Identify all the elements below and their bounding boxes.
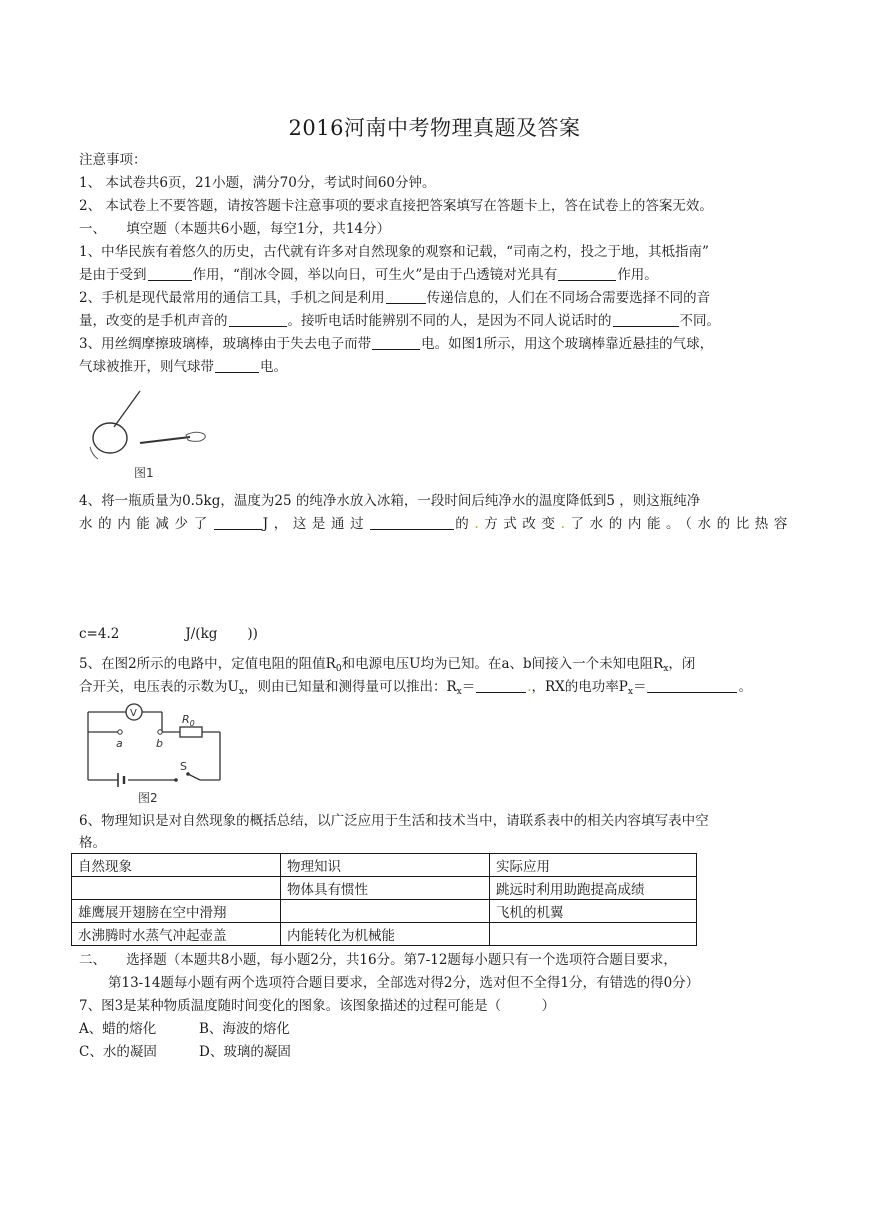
q3-text-2: 电。如图1所示，用这个玻璃棒靠近悬挂的气球， <box>421 336 714 352</box>
option-b[interactable]: B、海波的熔化 <box>199 1021 290 1037</box>
answer-blank[interactable] <box>229 312 287 327</box>
q2-text-4: 。接听电话时能辨别不同的人，是因为不同人说话时的 <box>287 313 612 329</box>
q1-line-2 <box>79 265 658 285</box>
label-r0: $R_0$ <box>182 713 195 728</box>
glass-rod <box>140 437 190 443</box>
q4-text-1: 水的内能减少了 <box>79 516 213 532</box>
q4-line-2: 水的内能减少了 J，这是通过 的.方式改变.了水的内能。（水的比热容 <box>79 516 793 532</box>
q2-text-1: 2、手机是现代最常用的通信工具，手机之间是利用 <box>79 290 385 306</box>
hanging-thread <box>114 391 140 427</box>
q2-line-2 <box>79 311 720 331</box>
figure-2-label: 图2 <box>138 791 158 805</box>
option-c[interactable]: C、水的凝固 <box>79 1044 157 1060</box>
note-1: 1、 本试卷共6页，21小题，满分70分，考试时间60分钟。 <box>79 175 436 191</box>
page-title: 2016河南中考物理真题及答案 <box>288 116 581 140</box>
notes-heading: 注意事项： <box>79 152 147 168</box>
answer-blank[interactable] <box>647 678 737 693</box>
subscript: x <box>456 687 462 697</box>
label-b: b <box>156 737 163 750</box>
q2-line-1 <box>79 288 710 308</box>
q5-text-1: 5、在图2所示的电路中，定值电阻的阻值R <box>79 656 336 672</box>
q3-text-3: 气球被推开，则气球带 <box>79 359 214 375</box>
table-cell: 物体具有惯性 <box>281 877 490 900</box>
q7-options-row-2 <box>79 1042 291 1062</box>
q6-table <box>71 853 697 946</box>
q1-text-3: 作用。 <box>617 267 658 283</box>
answer-blank[interactable] <box>372 335 420 350</box>
switch-s <box>188 774 200 780</box>
figure-1 <box>82 385 222 485</box>
table-header: 自然现象 <box>72 854 281 877</box>
subscript: x <box>238 687 244 697</box>
option-a[interactable]: A、蜡的熔化 <box>79 1021 157 1037</box>
q5-text-5: ，则由已知量和测得量可以推出：R <box>243 679 457 695</box>
table-row <box>72 923 697 946</box>
answer-blank[interactable] <box>215 358 259 373</box>
q5-text-9: 。 <box>738 679 752 695</box>
q4-line-1: 4、将一瓶质量为0.5kg，温度为25 的纯净水放入冰箱，一段时间后纯净水的温度降低到5 ，则这瓶纯净 <box>79 493 701 509</box>
q3-line-1 <box>79 334 713 354</box>
table-cell: 内能转化为机械能 <box>281 923 490 946</box>
table-cell: 雄鹰展开翅膀在空中滑翔 <box>72 900 281 923</box>
q5-line-2: 合开关，电压表的示数为$U_x$，则由已知量和测得量可以推出：$R_x=$ .，RX的电功率$P_x=$ 。 <box>79 679 752 697</box>
q2-text-2: 传递信息的，人们在不同场合需要选择不同的音 <box>426 290 711 306</box>
q4-text-7: J/(kg <box>185 626 218 642</box>
q5-text-3: ，闭 <box>668 656 696 672</box>
subscript: 0 <box>335 664 342 674</box>
q4-text-5: 了水的内能。（水的比热容 <box>570 516 793 532</box>
q4-text-6: c=4.2 <box>79 626 120 642</box>
terminal-b <box>158 730 162 734</box>
q4-text-2: J，这是通过 <box>262 516 370 532</box>
table-cell: 跳远时利用助跑提高成绩 <box>490 877 697 900</box>
q3-text-4: 电。 <box>260 359 287 375</box>
answer-blank[interactable] <box>558 266 616 281</box>
q5-text-7: ，RX的电功率P <box>531 679 628 695</box>
resistor-r0 <box>180 727 202 737</box>
q1-text-1: 是由于受到 <box>79 267 147 283</box>
label-s: S <box>180 760 187 773</box>
q7-stem: 7、图3是某种物质温度随时间变化的图象。该图象描述的过程可能是（ ） <box>79 998 556 1014</box>
q3-line-2 <box>79 357 287 377</box>
answer-blank[interactable] <box>386 289 426 304</box>
table-cell: 水沸腾时水蒸气冲起壶盖 <box>72 923 281 946</box>
q4-text-8: )) <box>247 626 258 642</box>
answer-blank[interactable] <box>214 515 262 530</box>
q1-text-2: 作用，“削冰令圆，举以向日，可生火”是由于凸透镜对光具有 <box>192 267 558 283</box>
table-cell-blank[interactable] <box>490 923 697 946</box>
q4-line-3 <box>79 624 258 644</box>
q2-text-3: 量，改变的是手机声音的 <box>79 313 228 329</box>
section-2-line-1: 二、 选择题（本题共8小题，每小题2分，共16分。第7-12题每小题只有一个选项符合题目要求， <box>79 952 677 968</box>
answer-blank[interactable] <box>476 678 526 693</box>
balloon <box>93 423 127 453</box>
answer-blank[interactable] <box>370 515 454 530</box>
q5-text-6: ＝ <box>461 679 476 695</box>
answer-blank[interactable] <box>613 312 679 327</box>
q3-text-1: 3、用丝绸摩擦玻璃棒，玻璃棒由于失去电子而带 <box>79 336 372 352</box>
q6-line-1: 6、物理知识是对自然现象的概括总结，以广泛应用于生活和技术当中，请联系表中的相关内容填写表中空 <box>79 813 709 829</box>
subscript: x <box>627 687 633 697</box>
option-d[interactable]: D、玻璃的凝固 <box>199 1044 291 1060</box>
q2-text-5: 不同。 <box>679 313 720 329</box>
q5-line-1 <box>79 654 695 674</box>
table-row <box>72 877 697 900</box>
note-2: 2、 本试卷上不要答题，请按答题卡注意事项的要求直接把答案填写在答题卡上，答在试卷上的答案无效。 <box>79 198 713 214</box>
answer-blank[interactable] <box>148 266 192 281</box>
q5-text-4: 合开关，电压表的示数为U <box>79 679 239 695</box>
section-2-line-2: 第13-14题每小题有两个选项符合题目要求，全部选对得2分，选对但不全得1分，有错选的得0分） <box>108 975 700 991</box>
table-cell-blank[interactable] <box>281 900 490 923</box>
motion-arc <box>90 447 98 459</box>
q4-text-3: 的 <box>455 516 475 532</box>
q5-text-8: ＝ <box>632 679 647 695</box>
table-header: 实际应用 <box>490 854 697 877</box>
subscript: x <box>663 664 669 674</box>
figure-2 <box>80 700 230 808</box>
voltmeter-label: V <box>130 708 137 719</box>
q4-text-4: 方式改变 <box>484 516 561 532</box>
switch-contact <box>174 778 178 782</box>
table-header-row <box>72 854 697 877</box>
table-header: 物理知识 <box>281 854 490 877</box>
q7-options-row-1 <box>79 1019 290 1039</box>
q6-line-2: 格。 <box>79 835 106 851</box>
figure-1-label: 图1 <box>134 466 154 480</box>
terminal-a <box>118 730 122 734</box>
q5-text-2: 和电源电压U均为已知。在a、b间接入一个未知电阻R <box>341 656 664 672</box>
table-row <box>72 900 697 923</box>
section-1-heading: 一、 填空题（本题共6小题，每空1分，共14分） <box>79 221 391 237</box>
label-a: a <box>116 737 123 750</box>
table-cell: 飞机的机翼 <box>490 900 697 923</box>
table-cell-blank[interactable] <box>72 877 281 900</box>
q1-line-1: 1、中华民族有着悠久的历史，古代就有许多对自然现象的观察和记载，“司南之杓，投之于地，其柢指南” <box>79 244 709 260</box>
